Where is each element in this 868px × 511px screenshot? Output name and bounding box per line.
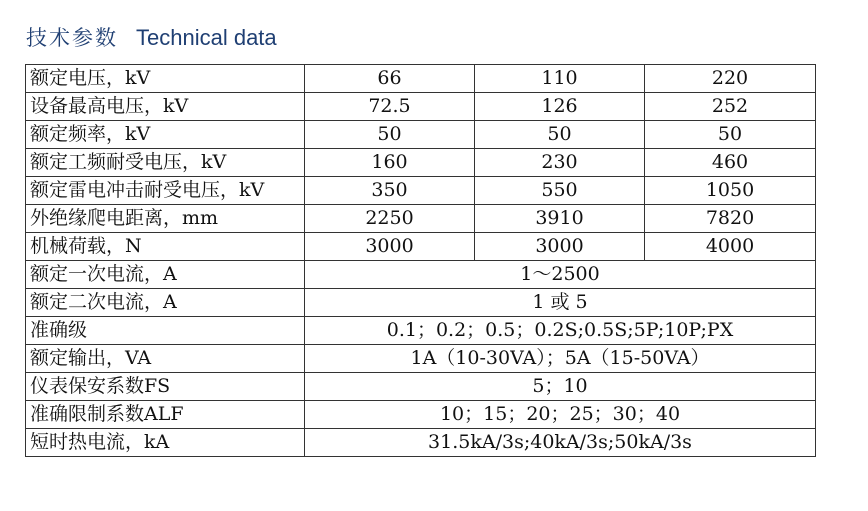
table-cell-merged: 0.1；0.2；0.5；0.2S;0.5S;5P;10P;PX bbox=[305, 317, 816, 345]
table-cell: 350 bbox=[305, 177, 475, 205]
row-label: 额定频率，kV bbox=[26, 121, 305, 149]
table-row bbox=[26, 429, 816, 457]
table-row bbox=[26, 373, 816, 401]
row-label: 准确级 bbox=[26, 317, 305, 345]
title-english: Technical data bbox=[136, 25, 277, 50]
row-label: 准确限制系数ALF bbox=[26, 401, 305, 429]
table-cell-merged: 31.5kA/3s;40kA/3s;50kA/3s bbox=[305, 429, 816, 457]
page-title bbox=[26, 22, 277, 52]
table-cell-merged: 5；10 bbox=[305, 373, 816, 401]
table-cell: 550 bbox=[475, 177, 645, 205]
row-label: 设备最高电压，kV bbox=[26, 93, 305, 121]
table-row bbox=[26, 317, 816, 345]
table-row bbox=[26, 233, 816, 261]
table-cell: 230 bbox=[475, 149, 645, 177]
table-cell: 3000 bbox=[305, 233, 475, 261]
table-row bbox=[26, 177, 816, 205]
table-cell: 72.5 bbox=[305, 93, 475, 121]
table-cell: 2250 bbox=[305, 205, 475, 233]
row-label: 额定工频耐受电压，kV bbox=[26, 149, 305, 177]
table-cell-merged: 1 或 5 bbox=[305, 289, 816, 317]
title-chinese: 技术参数 bbox=[26, 26, 118, 50]
table-cell: 66 bbox=[305, 65, 475, 93]
row-label: 额定输出，VA bbox=[26, 345, 305, 373]
table-cell-merged: 1A（10-30VA）；5A（15-50VA） bbox=[305, 345, 816, 373]
row-label: 额定二次电流，A bbox=[26, 289, 305, 317]
row-label: 仪表保安系数FS bbox=[26, 373, 305, 401]
row-label: 额定一次电流，A bbox=[26, 261, 305, 289]
row-label: 额定电压，kV bbox=[26, 65, 305, 93]
table-row bbox=[26, 345, 816, 373]
table-row bbox=[26, 401, 816, 429]
table-cell: 252 bbox=[645, 93, 816, 121]
row-label: 外绝缘爬电距离，mm bbox=[26, 205, 305, 233]
table-row bbox=[26, 205, 816, 233]
table-cell: 50 bbox=[645, 121, 816, 149]
table-row bbox=[26, 93, 816, 121]
row-label: 额定雷电冲击耐受电压，kV bbox=[26, 177, 305, 205]
table-cell: 50 bbox=[475, 121, 645, 149]
table-cell-merged: 10；15；20；25；30；40 bbox=[305, 401, 816, 429]
table-cell: 110 bbox=[475, 65, 645, 93]
row-label: 机械荷载，N bbox=[26, 233, 305, 261]
table-row bbox=[26, 121, 816, 149]
table-row bbox=[26, 65, 816, 93]
table-row bbox=[26, 289, 816, 317]
table-cell: 220 bbox=[645, 65, 816, 93]
table-cell-merged: 1～2500 bbox=[305, 261, 816, 289]
table-row bbox=[26, 261, 816, 289]
row-label: 短时热电流，kA bbox=[26, 429, 305, 457]
technical-data-table bbox=[25, 64, 816, 457]
table-cell: 126 bbox=[475, 93, 645, 121]
table-cell: 460 bbox=[645, 149, 816, 177]
table-cell: 160 bbox=[305, 149, 475, 177]
table-cell: 50 bbox=[305, 121, 475, 149]
table-cell: 3000 bbox=[475, 233, 645, 261]
table-cell: 4000 bbox=[645, 233, 816, 261]
table-cell: 1050 bbox=[645, 177, 816, 205]
table-cell: 3910 bbox=[475, 205, 645, 233]
table-row bbox=[26, 149, 816, 177]
table-cell: 7820 bbox=[645, 205, 816, 233]
